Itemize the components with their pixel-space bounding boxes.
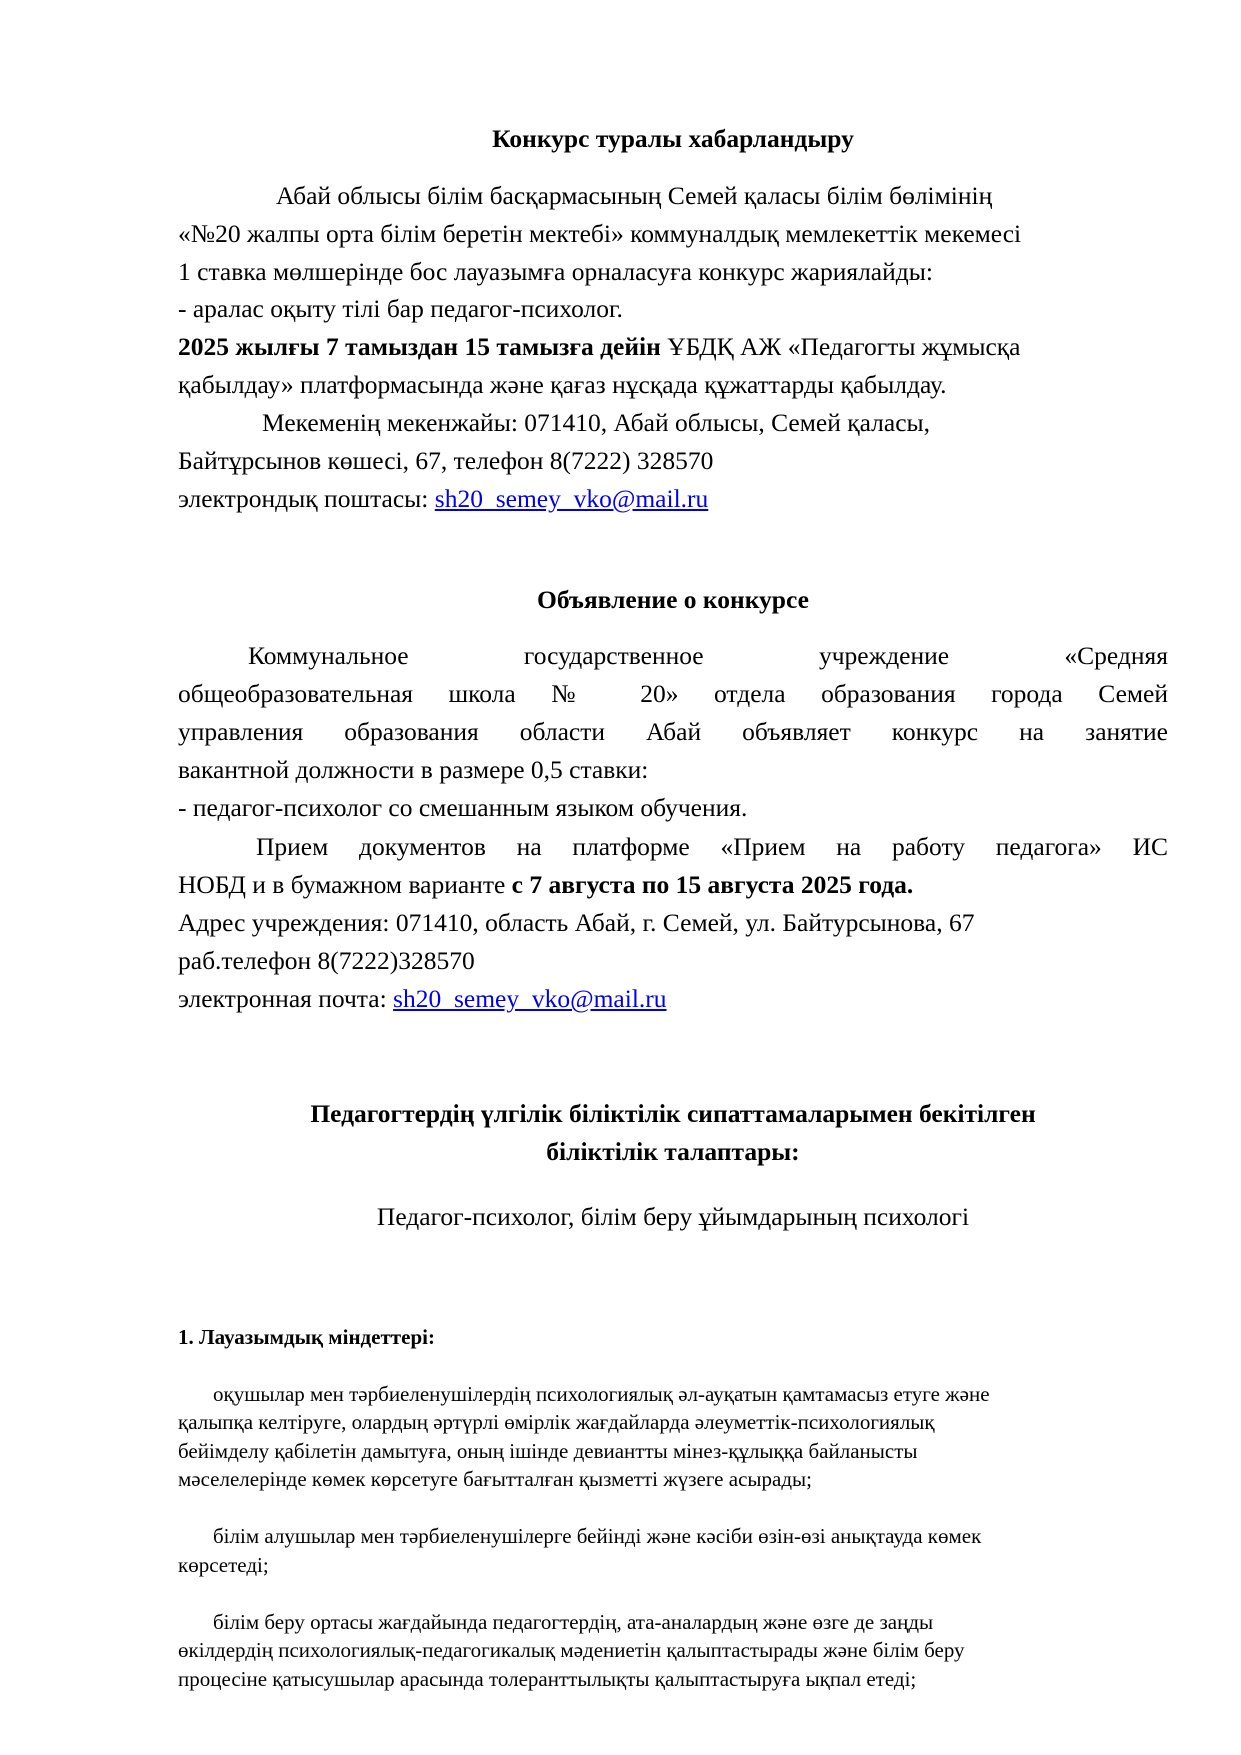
ru-paragraph-line: Прием документов на платформе «Прием на работу педагога» ИС xyxy=(256,832,1168,861)
kz-title: Конкурс туралы хабарландыру xyxy=(492,124,854,153)
duty-line: процесіне қатысушылар арасында толеранттылықты қалыптастыруға ықпал етеді; xyxy=(178,1667,917,1691)
kz-address-line: Мекеменің мекенжайы: 071410, Абай облысы, Семей қаласы, xyxy=(262,408,931,437)
kz-email-label: электрондық поштасы: xyxy=(178,484,435,513)
kz-paragraph-line: «№20 жалпы орта білім беретін мектебі» коммуналдық мемлекеттік мекемесі xyxy=(178,219,1022,248)
ru-position-line: - педагог-психолог со смешанным языком обучения. xyxy=(178,793,748,822)
kz-position-line: - аралас оқыту тілі бар педагог-психолог. xyxy=(178,294,623,323)
duty-line: қалыпқа келтіруге, олардың әртүрлі өмірлік жағдайларда әлеуметтік-психологиялық xyxy=(178,1410,935,1434)
ru-email-link[interactable]: sh20_semey_vko@mail.ru xyxy=(393,984,667,1013)
ru-paragraph-line: управления образования области Абай объявляет конкурс на занятие xyxy=(178,717,1168,746)
kz-email-line xyxy=(178,480,1168,518)
duty-line: көрсетеді; xyxy=(178,1553,269,1577)
ru-dates-bold: с 7 августа по 15 августа 2025 года. xyxy=(511,870,914,899)
ru-email-label: электронная почта: xyxy=(178,984,394,1013)
ru-dates-line xyxy=(178,866,1168,904)
ru-paragraph-line: вакантной должности в размере 0,5 ставки: xyxy=(178,755,649,784)
duty-line: өкілдердің психологиялық-педагогикалық мәдениетін қалыптастырады және білім беру xyxy=(178,1638,965,1662)
ru-dates-rest: НОБД и в бумажном варианте xyxy=(178,870,512,899)
duty-line: бейімделу қабілетін дамытуға, оның ішінде девиантты мінез-құлыққа байланысты xyxy=(178,1439,918,1463)
ru-title: Объявление о конкурсе xyxy=(537,585,809,614)
req-title-line: Педагогтердің үлгілік біліктілік сипаттамаларымен бекітілген xyxy=(310,1099,1036,1128)
kz-dates-line xyxy=(178,328,1168,366)
req-title-line: біліктілік талаптары: xyxy=(546,1137,800,1166)
kz-paragraph-line: 1 ставка мөлшерінде бос лауазымға орналасуға конкурс жариялайды: xyxy=(178,257,933,286)
section-heading: 1. Лауазымдық міндеттері: xyxy=(178,1325,435,1349)
kz-email-link[interactable]: sh20_semey_vko@mail.ru xyxy=(434,484,709,513)
kz-dates-bold: 2025 жылғы 7 тамыздан 15 тамызға дейін xyxy=(178,332,661,361)
duty-line: мәселелерінде көмек көрсетуге бағытталған қызметті жүзеге асырады; xyxy=(178,1467,812,1491)
duty-line: оқушылар мен тәрбиеленушілердің психологиялық әл-ауқатын қамтамасыз етуге және xyxy=(213,1382,990,1406)
kz-paragraph-line: қабылдау» платформасында және қағаз нұсқада құжаттарды қабылдау. xyxy=(178,370,947,399)
kz-dates-rest: ҰБДҚ АЖ «Педагогты жұмысқа xyxy=(660,332,1021,361)
duty-line: білім беру ортасы жағдайында педагогтердің, ата-аналардың және өзге де заңды xyxy=(213,1610,934,1634)
ru-email-line xyxy=(178,980,1168,1018)
ru-paragraph-line: Коммунальное государственное учреждение «Средняя xyxy=(248,641,1168,670)
ru-paragraph-line: общеобразовательная школа № 20» отдела образования города Семей xyxy=(178,679,1168,708)
duty-line: білім алушылар мен тәрбиеленушілерге бейінді және кәсіби өзін-өзі анықтауда көмек xyxy=(213,1524,982,1548)
ru-phone-line: раб.телефон 8(7222)328570 xyxy=(178,946,475,975)
kz-paragraph-line: Абай облысы білім басқармасының Семей қаласы білім бөлімінің xyxy=(276,181,993,210)
kz-address-line: Байтұрсынов көшесі, 67, телефон 8(7222) 328570 xyxy=(178,446,714,475)
ru-address-line: Адрес учреждения: 071410, область Абай, г. Семей, ул. Байтурсынова, 67 xyxy=(178,908,975,937)
req-subtitle: Педагог-психолог, білім беру ұйымдарының психологі xyxy=(376,1202,970,1231)
